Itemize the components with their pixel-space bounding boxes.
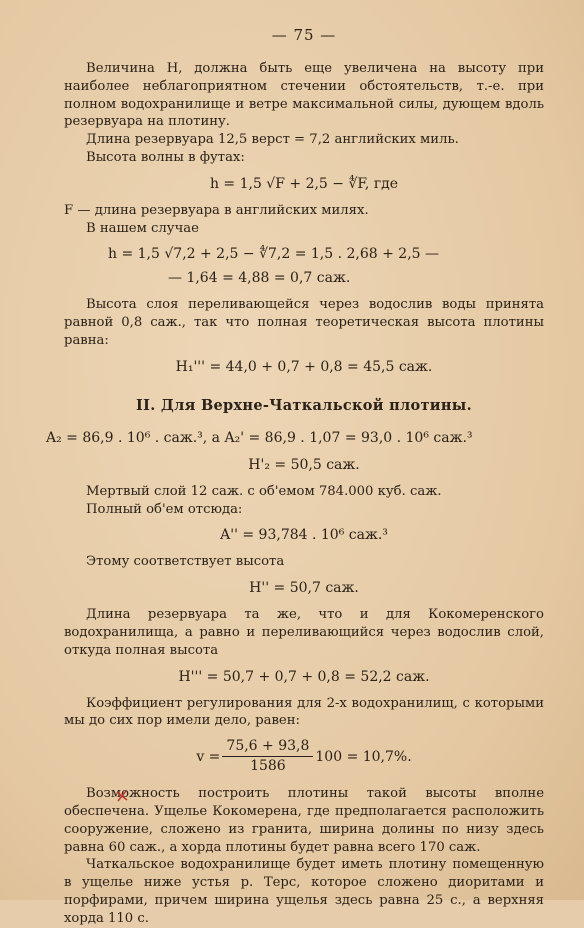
equation-volume-a2: A₂ = 86,9 . 10⁶ . саж.³, а A₂' = 86,9 . 1,07 = 93,0 . 10⁶ саж.³ xyxy=(46,429,473,446)
equation-regulation-lhs: v = xyxy=(196,748,221,765)
fraction-denominator: 1586 xyxy=(250,758,286,775)
equation-regulation-rhs: 100 = 10,7%. xyxy=(315,748,412,765)
paragraph-chatkal-dam: Чаткальское водохранилище будет иметь плотину помещенную в ущелье ниже устья р. Терс, которое сложено диоритами и порфирами, причем ширина ущелья здесь равна 25 с., а верхняя хорда 110 с. xyxy=(64,857,544,926)
paragraph-regulation-coefficient: Коэффициент регулирования для 2-х водохранилищ, с которыми мы до сих пор имели дело, равен: xyxy=(64,695,544,729)
equation-height-h2: H'₂ = 50,5 саж. xyxy=(248,456,360,473)
red-pencil-mark xyxy=(116,790,128,802)
paragraph-full-volume: Полный об'ем отсюда: xyxy=(86,501,243,517)
equation-height-h-double-prime: H'' = 50,7 саж. xyxy=(249,580,359,597)
paragraph-wave-height-feet: Высота волны в футах: xyxy=(86,149,245,165)
section-heading: II. Для Верхне-Чаткальской плотины. xyxy=(136,396,472,414)
equation-total-height-2: H''' = 50,7 + 0,7 + 0,8 = 52,2 саж. xyxy=(178,668,430,685)
equation-wave-formula: h = 1,5 √F + 2,5 − ∜F, где xyxy=(209,175,399,192)
paragraph-corresponding-height: Этому соответствует высота xyxy=(86,554,285,570)
paragraph-wave-height-intro: Величина H, должна быть еще увеличена на высоту при наиболее неблагоприятном стечении обстоятельств, т.-е. при полном водохранилище и ветре максимальной силы, дующем вдоль резервуара на плотину. xyxy=(64,61,544,130)
paragraph-overflow-layer: Высота слоя переливающейся через водослив воды принята равной 0,8 саж., так что полная теоретическая высота плотины равна: xyxy=(64,297,544,348)
equation-wave-calc-line2: — 1,64 = 4,88 = 0,7 саж. xyxy=(168,270,351,287)
equation-regulation xyxy=(64,738,544,775)
paragraph-our-case: В нашем случае xyxy=(86,220,199,236)
page-number: — 75 — xyxy=(271,26,337,44)
paragraph-dead-layer: Мертвый слой 12 саж. с об'емом 784.000 куб. саж. xyxy=(86,483,442,499)
paragraph-reservoir-length: Длина резервуара 12,5 верст = 7,2 английских миль. xyxy=(86,132,459,148)
equation-wave-calc-line1: h = 1,5 √7,2 + 2,5 − ∜7,2 = 1,5 . 2,68 + 2,5 — xyxy=(108,246,440,263)
paragraph-reservoir-same: Длина резервуара та же, что и для Кокомеренского водохранилища, а равно и переливающийся через водослив слой, откуда полная высота xyxy=(64,607,544,658)
equation-total-height-1: H₁''' = 44,0 + 0,7 + 0,8 = 45,5 саж. xyxy=(175,358,433,375)
fraction-numerator: 75,6 + 93,8 xyxy=(222,738,313,757)
paragraph-f-definition: F — длина резервуара в английских милях. xyxy=(64,202,369,218)
equation-volume-a-double-prime: A'' = 93,784 . 10⁶ саж.³ xyxy=(220,527,388,544)
paragraph-feasibility: Возможность построить плотины такой высоты вполне обеспечена. Ущелье Кокомерена, где предполагается расположить сооружение, сложено из гранита, ширина долины по низу здесь равна 60 саж., а хорда плотины будет равна всего 170 саж. xyxy=(64,786,544,855)
